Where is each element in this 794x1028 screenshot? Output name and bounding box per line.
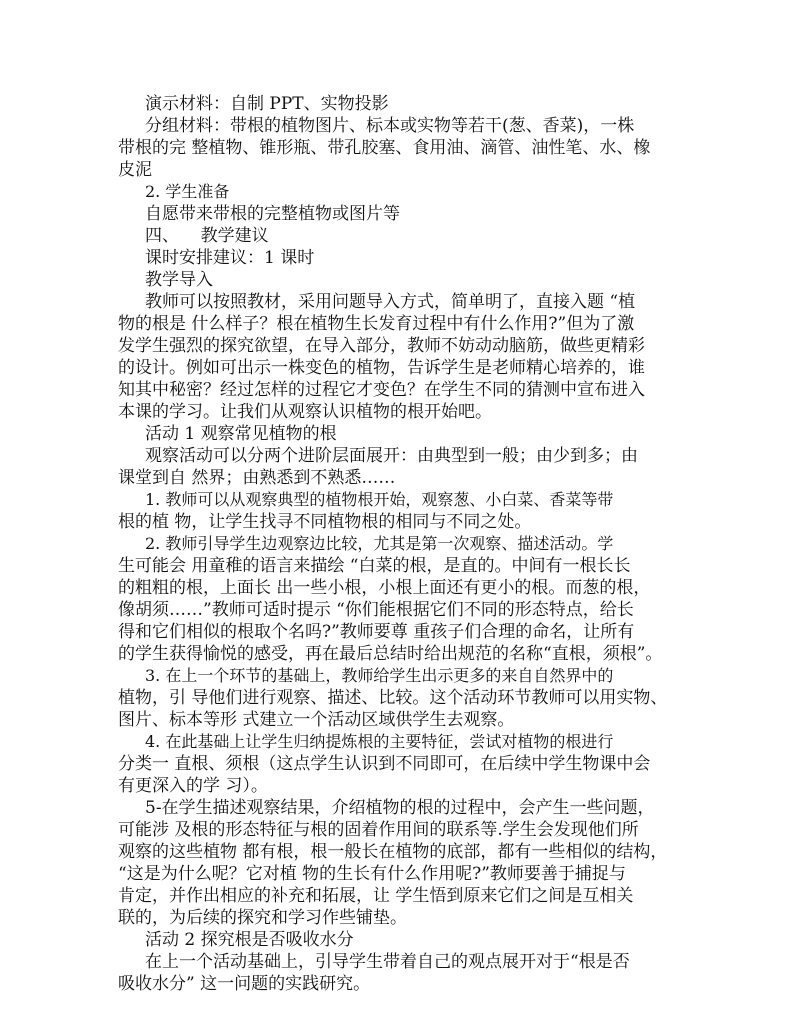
text-line: 5-在学生描述观察结果，介绍植物的根的过程中，会产生一些问题， — [145, 798, 655, 818]
text-line: 课堂到自 然界；由熟悉到不熟悉…… — [118, 468, 396, 488]
text-line: 的学生获得愉悦的感受，再在最后总结时给出规范的名称“直根，须根”。 — [118, 644, 663, 664]
text-line: 教学导入 — [145, 270, 213, 290]
text-line: 皮泥 — [118, 160, 152, 180]
text-line: 四、 教学建议 — [145, 226, 269, 246]
text-line: 3. 在上一个环节的基础上，教师给学生出示更多的来自自然界中的 — [145, 666, 614, 685]
text-line: 肯定，并作出相应的补充和拓展，让 学生悟到原来它们之间是互相关 — [118, 886, 634, 906]
text-line: 知其中秘密？经过怎样的过程它才变色？在学生不同的猜测中宣布进入 — [118, 380, 645, 400]
text-line: 演示材料：自制 PPT、实物投影 — [145, 94, 389, 114]
text-line: 教师可以按照教材，采用问题导入方式，简单明了，直接入题 “植 — [145, 292, 636, 312]
text-line: 观察的这些植物 都有根，根一般长在植物的底部，都有一些相似的结构， — [118, 842, 668, 862]
text-line: 植物，引 导他们进行观察、描述、比较。这个活动环节教师可以用实物、 — [118, 688, 668, 708]
text-line: 根的植 物，让学生找寻不同植物根的相同与不同之处。 — [118, 512, 532, 532]
text-line: 课时安排建议：1 课时 — [145, 248, 315, 268]
text-line: 联的，为后续的探究和学习作些铺垫。 — [118, 908, 407, 928]
text-line: 4. 在此基础上让学生归纳提炼根的主要特征，尝试对植物的根进行 — [145, 732, 614, 751]
text-line: 分类一 直根、须根（这点学生认识到不同即可，在后续中学生物课中会 — [118, 754, 651, 774]
text-line: 1. 教师可以从观察典型的植物根开始，观察葱、小白菜、香菜等带 — [145, 490, 614, 509]
text-line: 2. 学生准备 — [145, 182, 230, 201]
text-line: 像胡须……”教师可适时提示 “你们能根据它们不同的形态特点，给长 — [118, 600, 634, 620]
text-line: 带根的完 整植物、锥形瓶、带孔胶塞、食用油、滴管、油性笔、水、橡 — [118, 138, 651, 158]
text-line: 有更深入的学 习）。 — [118, 776, 268, 796]
text-line: 生可能会 用童稚的语言来描绘 “白菜的根，是直的。中间有一根长长 — [118, 556, 631, 576]
text-line: 发学生强烈的探究欲望，在导入部分，教师不妨动动脑筋，做些更精彩 — [118, 336, 645, 356]
text-line: 观察活动可以分两个进阶层面展开：由典型到一般；由少到多；由 — [145, 446, 638, 466]
text-line: 活动 1 观察常见植物的根 — [145, 424, 337, 444]
text-line: “这是为什么呢？它对植 物的生长有什么作用呢?”教师要善于捕捉与 — [118, 864, 626, 884]
text-line: 分组材料：带根的植物图片、标本或实物等若干(葱、香菜)，一株 — [145, 116, 635, 136]
text-line: 吸收水分” 这一问题的实践研究。 — [118, 974, 371, 994]
text-line: 自愿带来带根的完整植物或图片等 — [145, 204, 400, 224]
text-line: 可能涉 及根的形态特征与根的固着作用间的联系等.学生会发现他们所 — [118, 820, 639, 840]
text-line: 2. 教师引导学生边观察边比较，尤其是第一次观察、描述活动。学 — [145, 534, 614, 553]
text-line: 的粗粗的根，上面长 出一些小根，小根上面还有更小的根。而葱的根， — [118, 578, 651, 598]
text-line: 图片、标本等形 式建立一个活动区域供学生去观察。 — [118, 710, 515, 730]
text-line: 活动 2 探究根是否吸收水分 — [145, 930, 354, 950]
text-line: 的设计。例如可出示一株变色的植物，告诉学生是老师精心培养的，谁 — [118, 358, 645, 378]
text-line: 得和它们相似的根取个名吗?”教师要尊 重孩子们合理的命名，让所有 — [118, 622, 635, 642]
text-line: 本课的学习。让我们从观察认识植物的根开始吧。 — [118, 402, 492, 422]
text-line: 物的根是 什么样子？根在植物生长发育过程中有什么作用?”但为了激 — [118, 314, 635, 334]
text-line: 在上一个活动基础上，引导学生带着自己的观点展开对于“根是否 — [145, 952, 630, 972]
